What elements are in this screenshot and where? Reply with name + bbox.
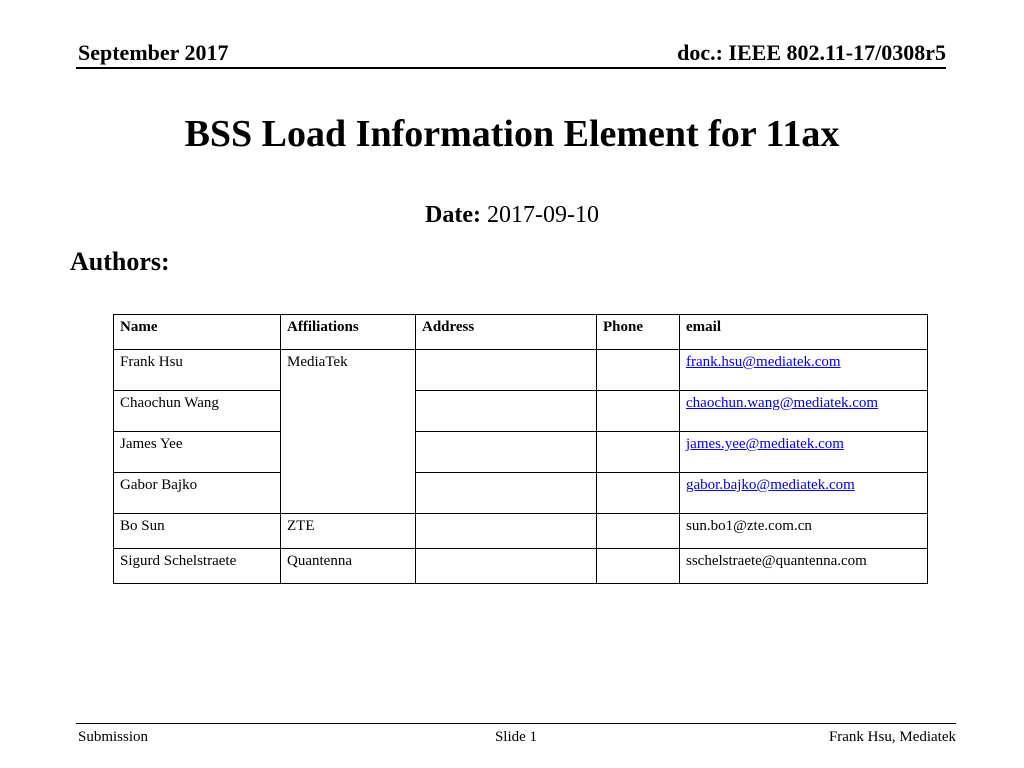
slide-title: BSS Load Information Element for 11ax bbox=[184, 113, 840, 155]
col-header-affiliations: Affiliations bbox=[281, 315, 416, 350]
table-row bbox=[114, 350, 928, 391]
author-affiliation: MediaTek bbox=[281, 350, 416, 514]
author-email-link[interactable]: chaochun.wang@mediatek.com bbox=[686, 395, 879, 411]
author-name: Bo Sun bbox=[114, 514, 281, 549]
author-address bbox=[416, 473, 597, 514]
authors-table bbox=[113, 314, 928, 584]
author-phone bbox=[597, 391, 680, 432]
author-email-link[interactable]: gabor.bajko@mediatek.com bbox=[686, 477, 855, 493]
table-row bbox=[114, 514, 928, 549]
author-phone bbox=[597, 473, 680, 514]
author-email-cell bbox=[680, 473, 928, 514]
author-email-cell bbox=[680, 432, 928, 473]
table-row bbox=[114, 391, 928, 432]
date-line bbox=[0, 202, 1024, 229]
author-address bbox=[416, 514, 597, 549]
author-phone bbox=[597, 549, 680, 584]
footer-author: Frank Hsu, Mediatek bbox=[828, 729, 956, 745]
footer-submission: Submission bbox=[78, 729, 149, 745]
author-name: Chaochun Wang bbox=[114, 391, 281, 432]
author-address bbox=[416, 432, 597, 473]
table-row bbox=[114, 473, 928, 514]
author-email-link[interactable]: frank.hsu@mediatek.com bbox=[686, 354, 841, 370]
footer-slide-number: Slide 1 bbox=[494, 729, 538, 745]
author-affiliation: Quantenna bbox=[281, 549, 416, 584]
author-phone bbox=[597, 432, 680, 473]
author-name: Gabor Bajko bbox=[114, 473, 281, 514]
author-address bbox=[416, 350, 597, 391]
author-phone bbox=[597, 350, 680, 391]
col-header-email: email bbox=[680, 315, 928, 350]
table-header-row bbox=[114, 315, 928, 350]
col-header-name: Name bbox=[114, 315, 281, 350]
col-header-phone: Phone bbox=[597, 315, 680, 350]
header-divider bbox=[76, 67, 946, 69]
author-email: sun.bo1@zte.com.cn bbox=[680, 514, 928, 549]
author-name: James Yee bbox=[114, 432, 281, 473]
author-name: Sigurd Schelstraete bbox=[114, 549, 281, 584]
author-address bbox=[416, 549, 597, 584]
author-email-cell bbox=[680, 391, 928, 432]
author-email-cell bbox=[680, 350, 928, 391]
footer-divider bbox=[76, 723, 956, 724]
date-value: 2017-09-10 bbox=[486, 202, 599, 228]
author-name: Frank Hsu bbox=[114, 350, 281, 391]
header-doc-id: doc.: IEEE 802.11-17/0308r5 bbox=[677, 40, 946, 65]
author-email: sschelstraete@quantenna.com bbox=[680, 549, 928, 584]
author-address bbox=[416, 391, 597, 432]
header-date: September 2017 bbox=[78, 40, 229, 65]
col-header-address: Address bbox=[416, 315, 597, 350]
authors-heading: Authors: bbox=[70, 247, 170, 276]
date-label: Date: bbox=[425, 202, 481, 228]
author-affiliation: ZTE bbox=[281, 514, 416, 549]
author-phone bbox=[597, 514, 680, 549]
author-email-link[interactable]: james.yee@mediatek.com bbox=[686, 436, 844, 452]
table-row bbox=[114, 549, 928, 584]
table-row bbox=[114, 432, 928, 473]
